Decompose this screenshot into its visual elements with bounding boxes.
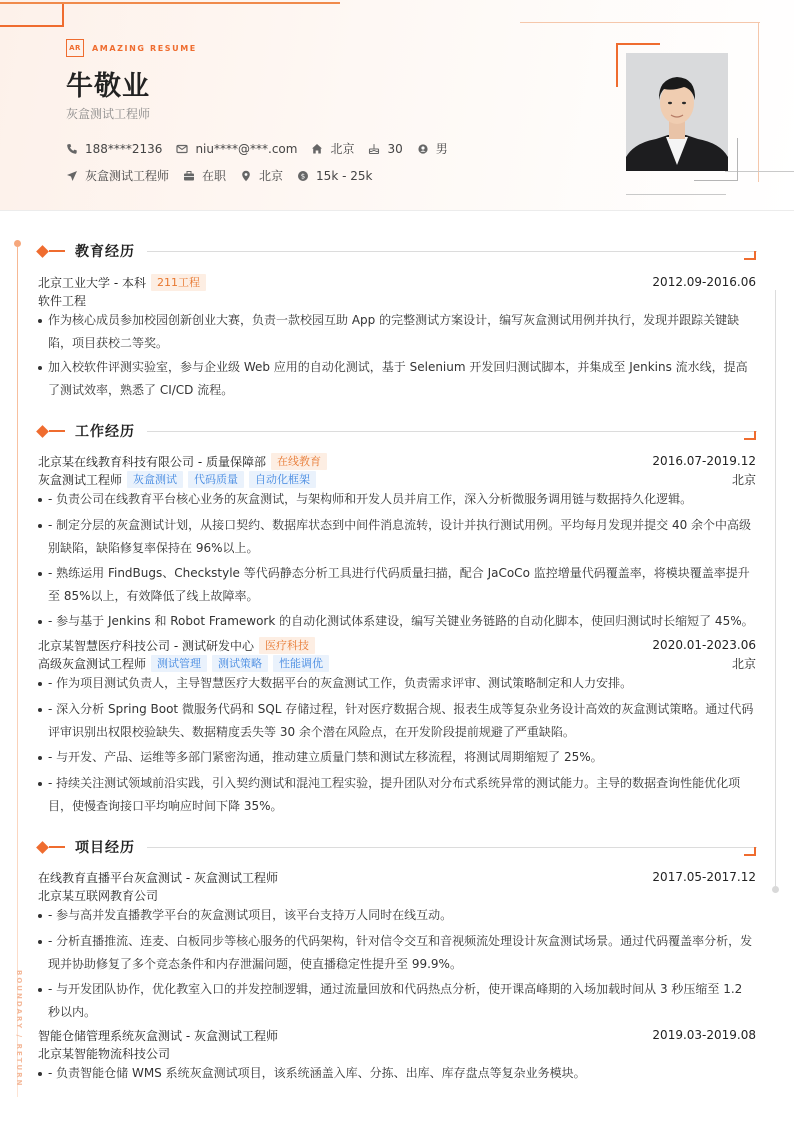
corner-bracket-icon (744, 847, 756, 856)
skill-tag: 测试管理 (151, 655, 207, 672)
age-text: 30 (387, 141, 403, 156)
corner-bracket-icon (744, 251, 756, 260)
job-role-row (38, 470, 756, 488)
job-date: 2020.01-2023.06 (652, 638, 756, 652)
age-info (368, 142, 402, 156)
status-text: 在职 (202, 169, 227, 183)
city-text: 北京 (330, 142, 355, 156)
section-dash (49, 430, 65, 432)
email-icon (176, 143, 188, 155)
resume-header (0, 0, 794, 211)
company-tag: 医疗科技 (259, 637, 315, 654)
list-item: 加入校软件评测实验室，参与企业级 Web 应用的自动化测试，基于 Selenium 开发回归测试脚本，并集成至 Jenkins 流水线，提高了测试效率，熟悉了 CI/CD 流程。 (38, 356, 756, 402)
skill-tag: 性能调优 (273, 655, 329, 672)
section-work (37, 421, 757, 441)
email-text: niu****@***.com (195, 141, 298, 156)
project-header-row (38, 1026, 756, 1044)
company-name: 北京某在线教育科技有限公司 - 质量保障部 (38, 454, 266, 469)
education-date: 2012.09-2016.06 (652, 275, 756, 289)
section-divider (147, 431, 757, 432)
list-item: - 负责智能仓储 WMS 系统灰盒测试项目，该系统涵盖入库、分拣、出库、库存盘点等复杂业务模块。 (38, 1062, 756, 1085)
project-header-row (38, 868, 756, 886)
salary-text: 15k - 25k (316, 168, 373, 183)
briefcase-icon (183, 170, 195, 182)
list-item: - 分析直播推流、连麦、白板同步等核心服务的代码架构，针对信令交互和音视频流处理设计灰盒测试场景。通过代码覆盖率分析，发现并协助修复了多个竞态条件和内存泄漏问题，使直播稳定性提升至 99.9%。 (38, 930, 756, 976)
education-major-row (38, 291, 756, 309)
list-item: - 负责公司在线教育平台核心业务的灰盒测试，与架构师和开发人员并肩工作，深入分析微服务调用链与数据持久化逻辑。 (38, 488, 756, 511)
intent-city-text: 北京 (259, 169, 284, 183)
intent-row (66, 167, 386, 184)
job-city: 北京 (731, 472, 756, 487)
section-dash (49, 846, 65, 848)
decorative-frame-line (520, 22, 760, 23)
list-item: - 作为项目测试负责人，主导智慧医疗大数据平台的灰盒测试工作，负责需求评审、测试策略制定和人力安排。 (38, 672, 756, 695)
section-title: 项目经历 (75, 840, 135, 856)
location-pin-icon (240, 170, 252, 182)
intent-city-info (240, 167, 283, 184)
section-title: 教育经历 (75, 244, 135, 260)
city-info (311, 140, 354, 157)
gender-text: 男 (435, 142, 448, 156)
phone-icon (66, 143, 78, 155)
cake-icon (368, 143, 380, 155)
skill-tag: 测试策略 (212, 655, 268, 672)
candidate-title: 灰盒测试工程师 (66, 107, 151, 121)
list-item: 作为核心成员参加校园创新创业大赛，负责一款校园互助 App 的完整测试方案设计，编写灰盒测试用例并执行，发现并跟踪关键缺陷，项目获校二等奖。 (38, 309, 756, 355)
gender-info (417, 140, 448, 157)
list-item: - 参与基于 Jenkins 和 Robot Framework 的自动化测试体系建设，编写关键业务链路的自动化脚本，使回归测试时长缩短了 45%。 (38, 610, 756, 633)
job-header-row (38, 452, 756, 470)
photo-frame-corner (694, 180, 738, 181)
job-date: 2016.07-2019.12 (652, 454, 756, 468)
major-name: 软件工程 (38, 293, 87, 308)
right-timeline-line (775, 290, 776, 886)
project-name: 智能仓储管理系统灰盒测试 - 灰盒测试工程师 (38, 1028, 278, 1043)
project-org: 北京某智能物流科技公司 (38, 1046, 171, 1061)
diamond-icon (36, 245, 49, 258)
job-city: 北京 (731, 656, 756, 671)
decorative-corner-line (62, 4, 64, 27)
decorative-top-line (0, 2, 340, 4)
status-info (183, 167, 226, 184)
list-item: - 制定分层的灰盒测试计划，从接口契约、数据库状态到中间件消息流转，设计并执行测试用例。平均每月发现并提交 40 余个中高级别缺陷，缺陷修复率保持在 96%以上。 (38, 514, 756, 560)
phone-info (66, 142, 162, 156)
section-dash (49, 250, 65, 252)
right-timeline-dot (772, 886, 779, 893)
section-education (37, 241, 757, 261)
decorative-frame-line (758, 22, 759, 182)
vertical-side-text: BOUNDARY / RETURN (15, 970, 23, 1088)
project-org-row (38, 1044, 756, 1062)
school-tag: 211工程 (151, 274, 206, 291)
project-date: 2017.05-2017.12 (652, 870, 756, 884)
timeline-dot (14, 240, 21, 247)
skill-tag: 灰盒测试 (127, 471, 183, 488)
section-title: 工作经历 (75, 424, 135, 440)
home-icon (311, 143, 323, 155)
project-org-row (38, 886, 756, 904)
list-item: - 与开发团队协作，优化教室入口的并发控制逻辑，通过流量回放和代码热点分析，使开课高峰期的入场加载时间从 3 秒压缩至 1.2 秒以内。 (38, 978, 756, 1024)
job-header-row (38, 636, 756, 654)
phone-text: 188****2136 (85, 141, 163, 156)
photo-frame-line (626, 194, 726, 195)
brand-text: AMAZING RESUME (92, 43, 197, 53)
contact-row (66, 140, 462, 157)
decorative-corner-line (0, 25, 64, 27)
section-divider (147, 251, 757, 252)
list-item: - 深入分析 Spring Boot 微服务代码和 SQL 存储过程，针对医疗数据合规、报表生成等复杂业务设计高效的灰盒测试策略。通过代码评审识别出权限校验缺失、数据精度丢失等 30 余个潜在风险点，在开发阶段提前规避了严重缺陷。 (38, 698, 756, 744)
photo-frame-corner (737, 138, 738, 181)
position-info (66, 167, 169, 184)
skill-tag: 代码质量 (188, 471, 244, 488)
diamond-icon (36, 425, 49, 438)
salary-info (297, 169, 372, 183)
money-icon (297, 170, 309, 182)
skill-tag: 自动化框架 (249, 471, 316, 488)
company-tag: 在线教育 (271, 453, 327, 470)
brand-logo (66, 39, 197, 57)
corner-bracket-icon (744, 431, 756, 440)
svg-text:$: $ (300, 172, 306, 181)
project-org: 北京某互联网教育公司 (38, 888, 159, 903)
company-name: 北京某智慧医疗科技公司 - 测试研发中心 (38, 638, 254, 653)
project-name: 在线教育直播平台灰盒测试 - 灰盒测试工程师 (38, 870, 278, 885)
job-role: 灰盒测试工程师 (38, 472, 123, 487)
list-item: - 持续关注测试领域前沿实践，引入契约测试和混沌工程实验，提升团队对分布式系统异常的测试能力。主导的数据查询性能优化项目，使慢查询接口平均响应时间下降 35%。 (38, 772, 756, 818)
candidate-name: 牛敬业 (66, 71, 150, 102)
brand-abbr: AR (66, 39, 84, 57)
list-item: - 与开发、产品、运维等多部门紧密沟通，推动建立质量门禁和测试左移流程，将测试周期缩短了 25%。 (38, 746, 756, 769)
job-role-row (38, 654, 756, 672)
send-icon (66, 170, 78, 182)
education-header-row (38, 273, 756, 291)
profile-photo (626, 53, 728, 171)
photo-frame-line (725, 171, 794, 172)
position-text: 灰盒测试工程师 (85, 169, 170, 183)
list-item: - 参与高并发直播教学平台的灰盒测试项目，该平台支持万人同时在线互动。 (38, 904, 756, 927)
section-divider (147, 847, 757, 848)
diamond-icon (36, 841, 49, 854)
email-info (176, 142, 297, 156)
project-date: 2019.03-2019.08 (652, 1028, 756, 1042)
section-projects (37, 837, 757, 857)
school-name: 北京工业大学 - 本科 (38, 275, 146, 290)
gender-icon (417, 143, 429, 155)
list-item: - 熟练运用 FindBugs、Checkstyle 等代码静态分析工具进行代码质量扫描，配合 JaCoCo 监控增量代码覆盖率，将模块覆盖率提升至 85%以上，有效降低了线上故障率。 (38, 562, 756, 608)
photo-frame-corner (616, 43, 618, 87)
photo-frame-corner (616, 43, 660, 45)
job-role: 高级灰盒测试工程师 (38, 656, 147, 671)
